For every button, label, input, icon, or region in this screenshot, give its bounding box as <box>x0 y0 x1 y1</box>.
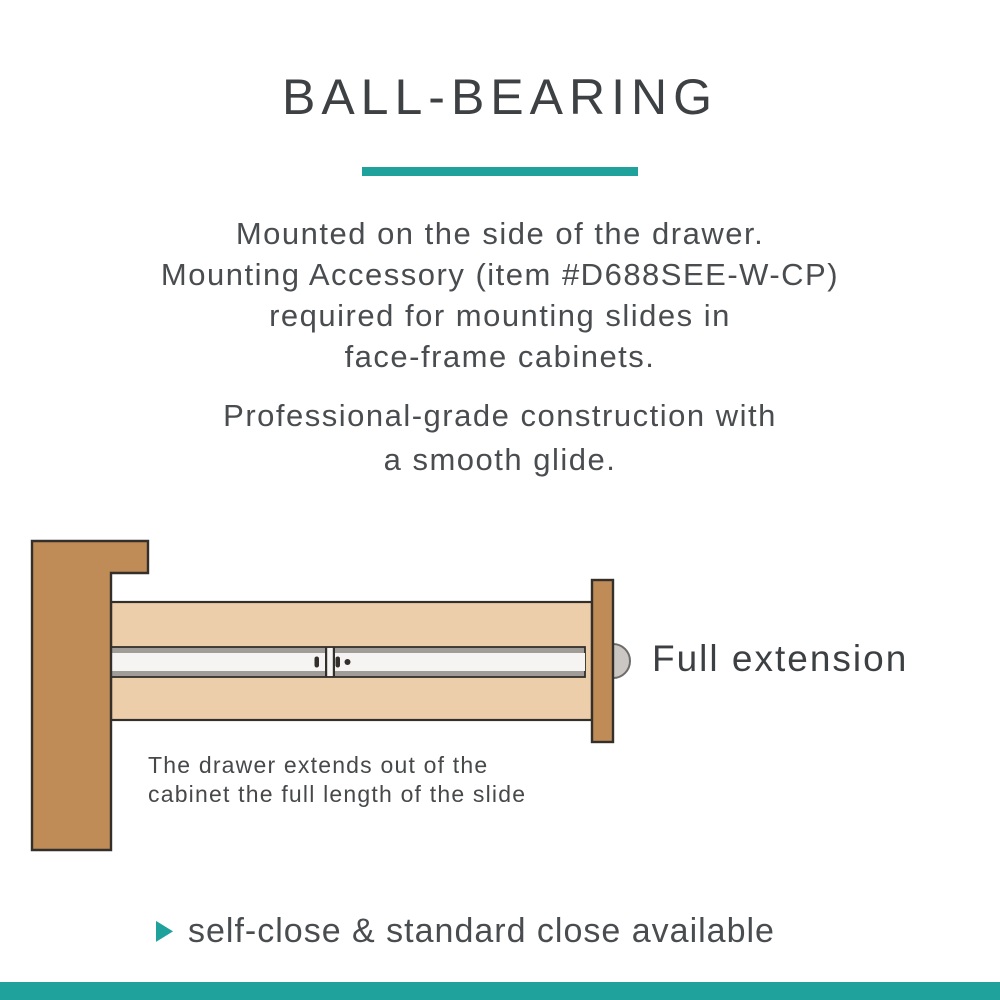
footer-note-text: self-close & standard close available <box>188 912 775 950</box>
rail-rivet-dot <box>345 659 351 665</box>
description-paragraph-1 <box>0 213 1000 377</box>
caption-line: The drawer extends out of the <box>148 752 489 778</box>
footer-accent-bar <box>0 982 1000 1000</box>
description-line: Mounted on the side of the drawer. <box>235 216 765 251</box>
full-extension-label: Full extension <box>652 638 909 679</box>
rail-rivet-dash-right <box>336 657 341 668</box>
bullet-arrow-icon <box>156 921 173 942</box>
rail-rivet-dash-left <box>315 657 320 668</box>
footer-note <box>156 911 775 952</box>
page-title: BALL-BEARING <box>281 69 718 125</box>
caption-line: cabinet the full length of the slide <box>148 781 527 807</box>
rail-divider-line-left <box>325 647 327 677</box>
rail-divider-line-right <box>333 647 335 677</box>
title-divider <box>362 167 638 176</box>
description-paragraph-2 <box>0 394 1000 482</box>
diagram-caption <box>148 751 526 809</box>
drawer-front-panel <box>592 580 613 742</box>
description-line: Mounting Accessory (item #D688SEE-W-CP) <box>160 257 840 292</box>
description-line: face-frame cabinets. <box>344 339 656 374</box>
drawer-slide-diagram <box>0 530 700 860</box>
description-line: required for mounting slides in <box>269 298 731 333</box>
description-line: a smooth glide. <box>383 442 617 477</box>
description-line: Professional-grade construction with <box>223 398 777 433</box>
